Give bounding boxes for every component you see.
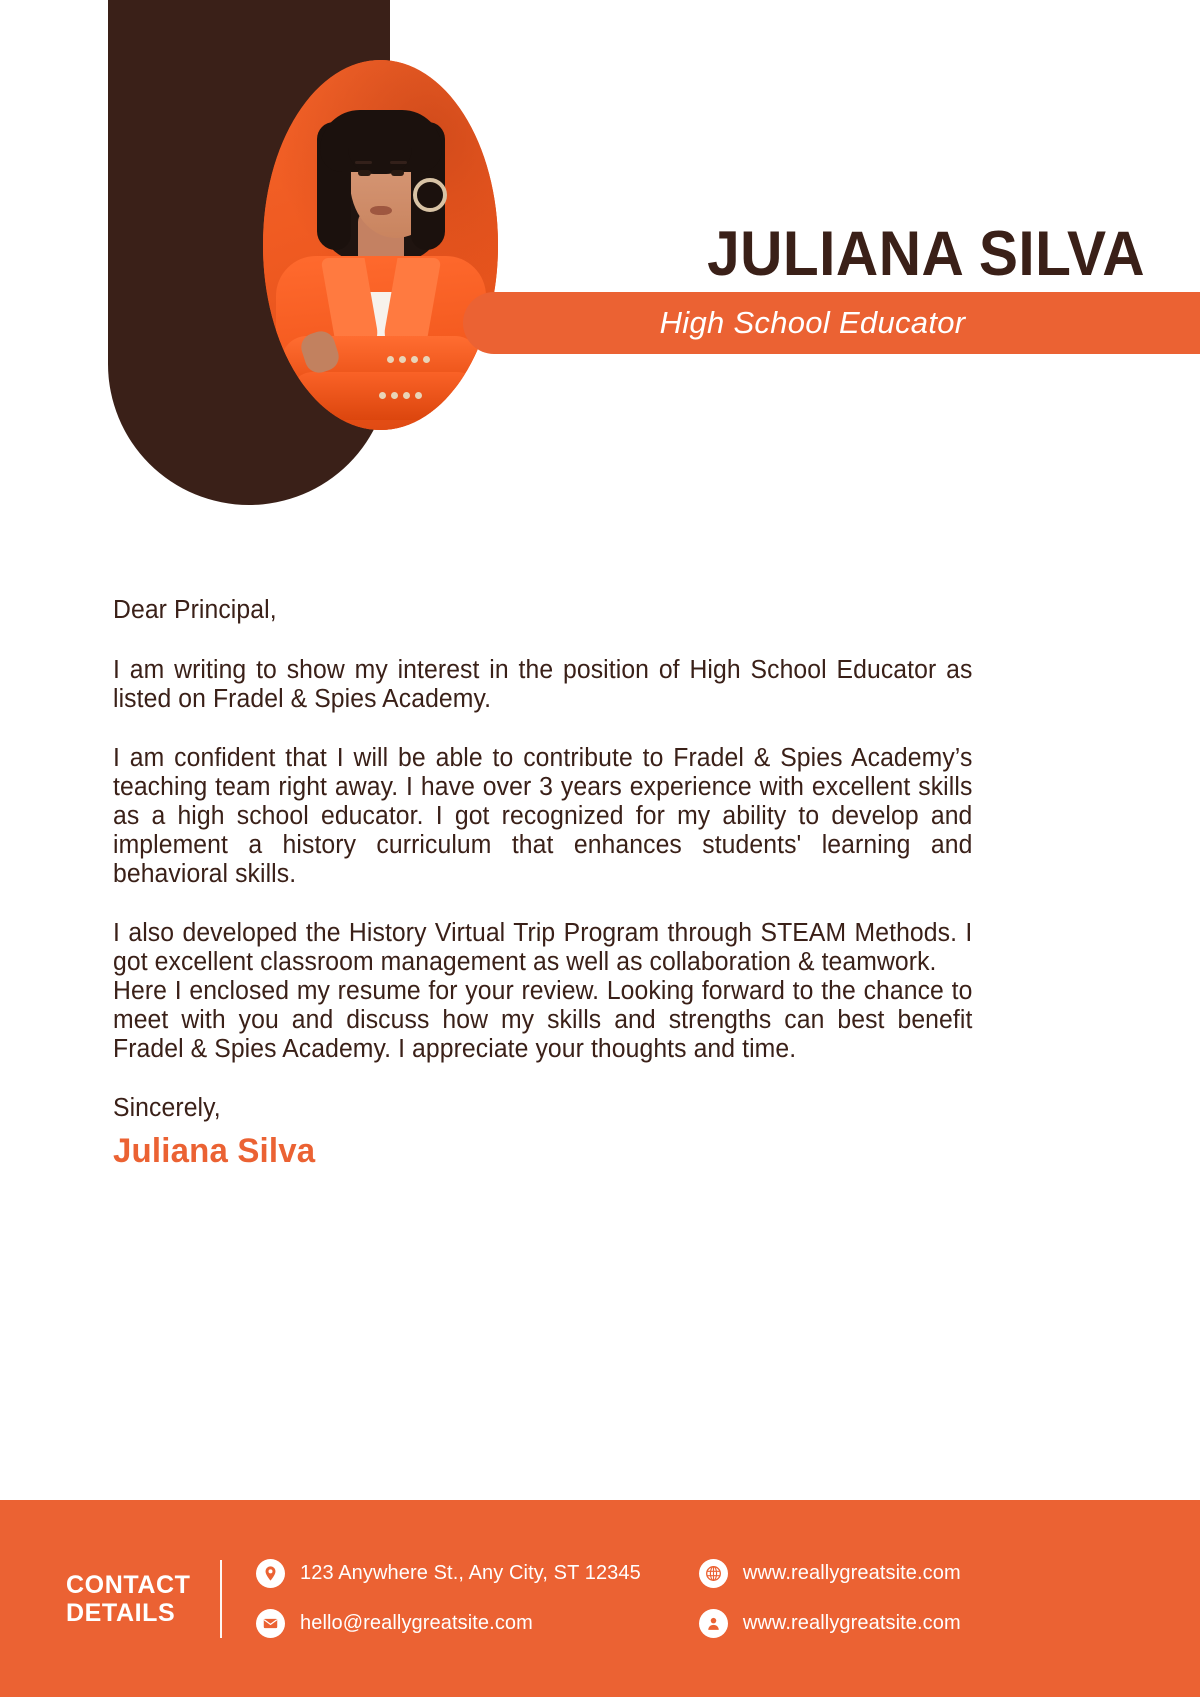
header-section (0, 0, 1200, 520)
salutation: Dear Principal, (113, 596, 277, 624)
location-pin-icon (256, 1559, 285, 1588)
sign-off: Sincerely, (113, 1094, 221, 1122)
contact-item-address[interactable] (256, 1559, 641, 1588)
contact-item-profile[interactable] (699, 1609, 961, 1638)
contact-items (256, 1559, 1200, 1638)
contact-profile-text: www.reallygreatsite.com (742, 1612, 961, 1634)
contact-column-right (699, 1559, 961, 1638)
globe-icon (699, 1559, 728, 1588)
contact-address-text: 123 Anywhere St., Any City, ST 12345 (300, 1562, 641, 1584)
letter-body (113, 596, 973, 1170)
role-label: High School Educator (659, 305, 966, 340)
role-banner (463, 292, 1200, 354)
contact-label-line1: CONTACT (66, 1570, 191, 1599)
contact-website-text: www.reallygreatsite.com (742, 1562, 961, 1584)
contact-item-email[interactable] (256, 1609, 641, 1638)
contact-details-label (66, 1571, 216, 1627)
page-title: JULIANA SILVA (707, 219, 1145, 289)
earring-icon (413, 178, 447, 212)
envelope-icon (256, 1609, 285, 1638)
signature: Juliana Silva (113, 1132, 316, 1170)
contact-email-text: hello@reallygreatsite.com (300, 1612, 533, 1634)
letter-paragraph: Here I enclosed my resume for your review. Looking forward to the chance to meet with you and discuss how my skills and strengths can best benefit Fradel & Spies Academy. I appreciate your thoughts and time. (113, 977, 973, 1063)
contact-label-line2: DETAILS (66, 1598, 176, 1627)
letter-paragraph: I am confident that I will be able to contribute to Fradel & Spies Academy’s teaching team right away. I have over 3 years experience with excellent skills as a high school educator. I got recognized for my ability to develop and implement a history curriculum that enhances students' learning and behavioral skills. (113, 744, 973, 888)
contact-item-website[interactable] (699, 1559, 961, 1588)
contact-column-left (256, 1559, 641, 1638)
letter-paragraph: I also developed the History Virtual Trip Program through STEAM Methods. I got excellent classroom management as well as collaboration & teamwork. (113, 919, 973, 976)
person-icon (699, 1609, 728, 1638)
footer-divider (220, 1560, 222, 1638)
contact-footer (0, 1500, 1200, 1697)
letter-paragraph: I am writing to show my interest in the position of High School Educator as listed on Fradel & Spies Academy. (113, 656, 973, 713)
